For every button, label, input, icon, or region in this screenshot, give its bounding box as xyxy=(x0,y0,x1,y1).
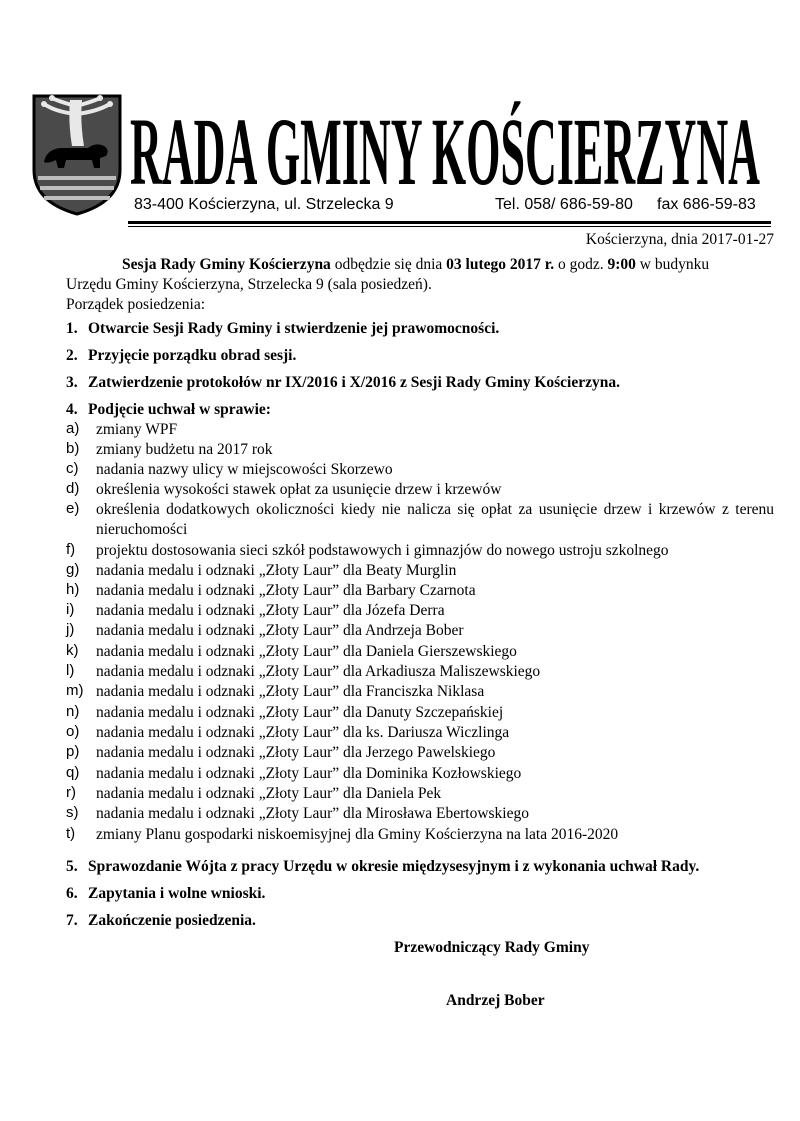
intro-paragraph xyxy=(66,255,774,315)
signature-title: Przewodniczący Rady Gminy xyxy=(394,939,590,956)
intro-line-2: Urzędu Gminy Kościerzyna, Strzelecka 9 (sala posiedzeń). xyxy=(66,276,432,293)
session-name: Sesja Rady Gminy Kościerzyna xyxy=(122,256,331,273)
agenda-item: 2. Przyjęcie porządku obrad sesji. xyxy=(66,347,297,364)
intro-text-2: o godz. xyxy=(554,256,608,273)
agenda-item: 5. Sprawozdanie Wójta z pracy Urzędu w okresie międzysesyjnym i z wykonania uchwał Rady. xyxy=(66,858,700,875)
header-rule-thick xyxy=(128,221,771,224)
agenda-item: 6. Zapytania i wolne wnioski. xyxy=(66,885,266,902)
session-time: 9:00 xyxy=(607,256,636,273)
agenda-item: 1. Otwarcie Sesji Rady Gminy i stwierdzenie jej prawomocności. xyxy=(66,320,500,337)
document-page: RADA GMINY KOŚCIERZYNA 83-400 Kościerzyna, ul. Strzelecka 9 Tel. 058/ 686-59-80 fax 686-59-83 Kościerzyna, dnia 2017-01-27 Sesja Rady Gminy Kościerzyna odbędzie się dnia 03 lutego 2017 r. o godz. 9:00 w budynku Urzędu Gminy Kościerzyna, Strzelecka 9 (sala posiedzeń). Porządek posiedzenia: 1. Otwarcie Sesji Rady Gminy i stwierdzenie jej prawomocności. 2. Przyjęcie porządku obrad sesji. 3. Zatwierdzenie protokołów nr IX/2016 i X/2016 z Sesji Rady Gminy Kościerzyna. 4. Podjęcie uchwał w sprawie: a) zmiany WPF b) zmiany budżetu na 2017 rok c) nadania nazwy ulicy w miejscowości Skorzewo d) określenia wysokości stawek opłat za usunięcie drzew i krzewów e) określenia dodatkowych okoliczności kiedy nie nalicza się opłat za usunięcie drzew i krzewów z terenu nieruchomości f) projektu dostosowania sieci szkół podstawowych i gimnazjów do nowego ustroju szkolnego g) nadania medalu i odznaki „Złoty Laur” dla Beaty Murglin h) nadania medalu i odznaki „Złoty Laur” dla Barbary Czarnota i) nadania medalu i odznaki „Złoty Laur” dla Józefa Derra j) nadania medalu i odznaki „Złoty Laur” dla Andrzeja Bober k) nadania medalu i odznaki „Złoty Laur” dla Daniela Gierszewskiego l) nadania medalu i odznaki „Złoty Laur” dla Arkadiusza Maliszewskiego m) nadania medalu i odznaki „Złoty Laur” dla Franciszka Niklasa n) nadania medalu i odznaki „Złoty Laur” dla Danuty Szczepańskiej o) nadania medalu i odznaki „Złoty Laur” dla ks. Dariusza Wiczlinga p) nadania medalu i odznaki „Złoty Laur” dla Jerzego Pawelskiego q) nadania medalu i odznaki „Złoty Laur” dla Dominika Kozłowskiego r) nadania medalu i odznaki „Złoty Laur” dla Daniela Pek s) nadania medalu i odznaki „Złoty Laur” dla Mirosława Ebertowskiego t) zmiany Planu gospodarki niskoemisyjnej dla Gminy Kościerzyna na lata 2016-2020 5. Sprawozdanie Wójta z pracy Urzędu w okresie międzysesyjnym i z wykonania uchwał Rady. 6. Zapytania i wolne wnioski. 7. Zakończenie posiedzenia. Przewodniczący Rady Gminy Andrzej Bober xyxy=(0,0,800,1121)
agenda-item: 4. Podjęcie uchwał w sprawie: xyxy=(66,401,271,418)
document-date: Kościerzyna, dnia 2017-01-27 xyxy=(585,231,774,248)
council-title xyxy=(128,96,764,194)
header-phone: Tel. 058/ 686-59-80 xyxy=(495,196,633,213)
agenda-heading: Porządek posiedzenia: xyxy=(66,296,206,313)
intro-text-3: w budynku xyxy=(635,256,710,273)
signature-name: Andrzej Bober xyxy=(446,992,545,1009)
header-address: 83-400 Kościerzyna, ul. Strzelecka 9 xyxy=(134,196,394,213)
session-date: 03 lutego 2017 r. xyxy=(446,256,555,273)
coat-of-arms-icon xyxy=(30,92,124,216)
agenda-item: 7. Zakończenie posiedzenia. xyxy=(66,912,256,929)
header-rule-thin xyxy=(128,226,771,227)
agenda-item: 3. Zatwierdzenie protokołów nr IX/2016 i X/2016 z Sesji Rady Gminy Kościerzyna. xyxy=(66,374,621,391)
council-title-text: RADA GMINY KOŚCIERZYNA xyxy=(130,98,760,194)
header-fax: fax 686-59-83 xyxy=(657,196,756,213)
intro-text-1: odbędzie się dnia xyxy=(330,256,447,273)
